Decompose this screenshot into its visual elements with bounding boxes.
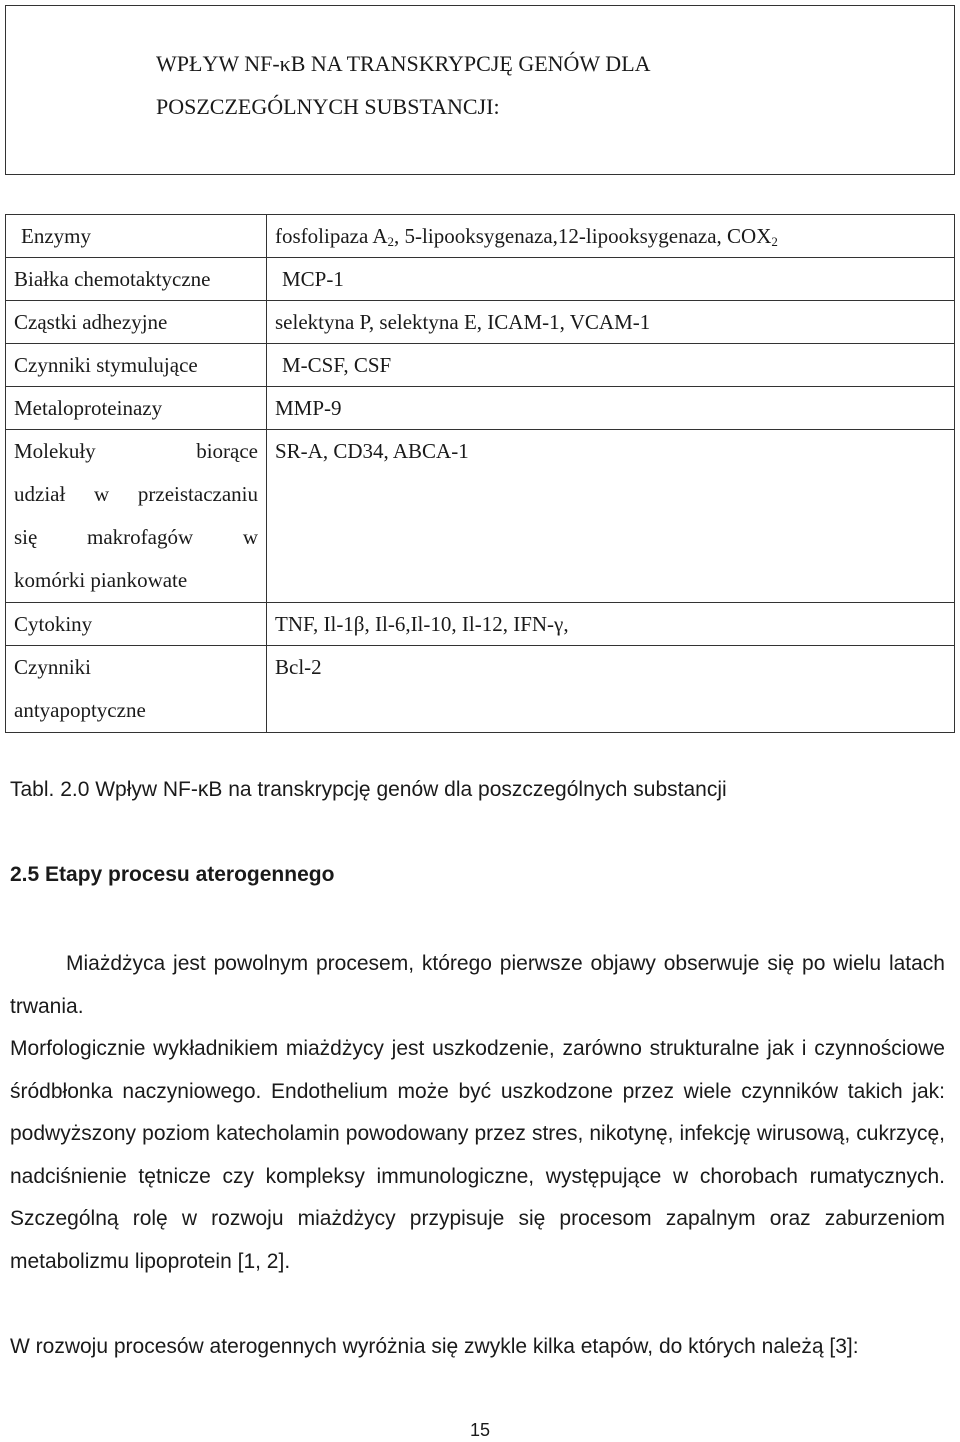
table-row	[6, 646, 955, 733]
paragraph-3: W rozwoju procesów aterogennych wyróżnia się zwykle kilka etapów, do których należą [3]:	[10, 1335, 859, 1358]
table-row	[6, 301, 955, 344]
page-number: 15	[469, 1420, 491, 1440]
label-line: antyapoptyczne	[14, 698, 146, 722]
label-line: Czynniki	[14, 655, 91, 679]
table-cell-value: M-CSF, CSF	[267, 344, 955, 387]
paragraph-1: Miażdżyca jest powolnym procesem, którego pierwsze objawy obserwuje się po wielu latach trwania.	[10, 952, 945, 1018]
table-caption: Tabl. 2.0 Wpływ NF-κB na transkrypcję genów dla poszczególnych substancji	[10, 778, 727, 801]
table-row	[6, 215, 955, 258]
table-cell-label: Metaloproteinazy	[6, 387, 267, 430]
table-cell-label: Cząstki adhezyjne	[6, 301, 267, 344]
table-cell-value: Bcl-2	[267, 646, 955, 733]
table-row	[6, 387, 955, 430]
table-cell-value	[267, 215, 955, 258]
enzyme-sub-1: 2	[387, 234, 395, 249]
table-cell-value: selektyna P, selektyna E, ICAM-1, VCAM-1	[267, 301, 955, 344]
enzyme-text-1: fosfolipaza A	[275, 224, 388, 248]
table-row	[6, 344, 955, 387]
label-line: Molekuły biorące	[14, 439, 258, 463]
title-line-1: WPŁYW NF-κB NA TRANSKRYPCJĘ GENÓW DLA	[156, 51, 651, 76]
enzyme-sub-2: 2	[771, 234, 778, 249]
label-line: komórki piankowate	[14, 568, 188, 592]
label-line: się makrofagów w	[14, 525, 258, 549]
table-cell-label	[6, 430, 267, 603]
table-cell-value: SR-A, CD34, ABCA-1	[267, 430, 955, 603]
table-row	[6, 430, 955, 603]
table-cell-label: Cytokiny	[6, 603, 267, 646]
substances-table	[5, 214, 955, 733]
label-line: udział w przeistaczaniu	[14, 482, 258, 506]
section-heading: 2.5 Etapy procesu aterogennego	[10, 863, 335, 886]
table-row	[6, 603, 955, 646]
table-cell-label: Enzymy	[6, 215, 267, 258]
table-cell-value: TNF, Il-1β, Il-6,Il-10, Il-12, IFN-γ,	[267, 603, 955, 646]
table-cell-label: Białka chemotaktyczne	[6, 258, 267, 301]
paragraph-2: Morfologicznie wykładnikiem miażdżycy jest uszkodzenie, zarówno strukturalne jak i czynnościowe śródbłonka naczyniowego. Endothelium może być uszkodzone przez wiele czynników takich jak: podwyższony poziom katecholamin powodowany przez stres, nikotynę, infekcję wirusową, cukrzycę, nadciśnienie tętnicze czy kompleksy immunologiczne, występujące w chorobach rumatycznych. Szczególną rolę w rozwoju miażdżycy przypisuje się procesom zapalnym oraz zaburzeniom metabolizmu lipoprotein [1, 2].	[10, 1037, 945, 1273]
table-cell-value: MCP-1	[267, 258, 955, 301]
title-box	[5, 5, 955, 175]
table-cell-value: MMP-9	[267, 387, 955, 430]
table-row	[6, 258, 955, 301]
enzyme-text-2: , 5-lipooksygenaza,12-lipooksygenaza, COX	[394, 224, 772, 248]
table-cell-label: Czynniki stymulujące	[6, 344, 267, 387]
table-cell-label	[6, 646, 267, 733]
title-line-2: POSZCZEGÓLNYCH SUBSTANCJI:	[156, 94, 500, 119]
